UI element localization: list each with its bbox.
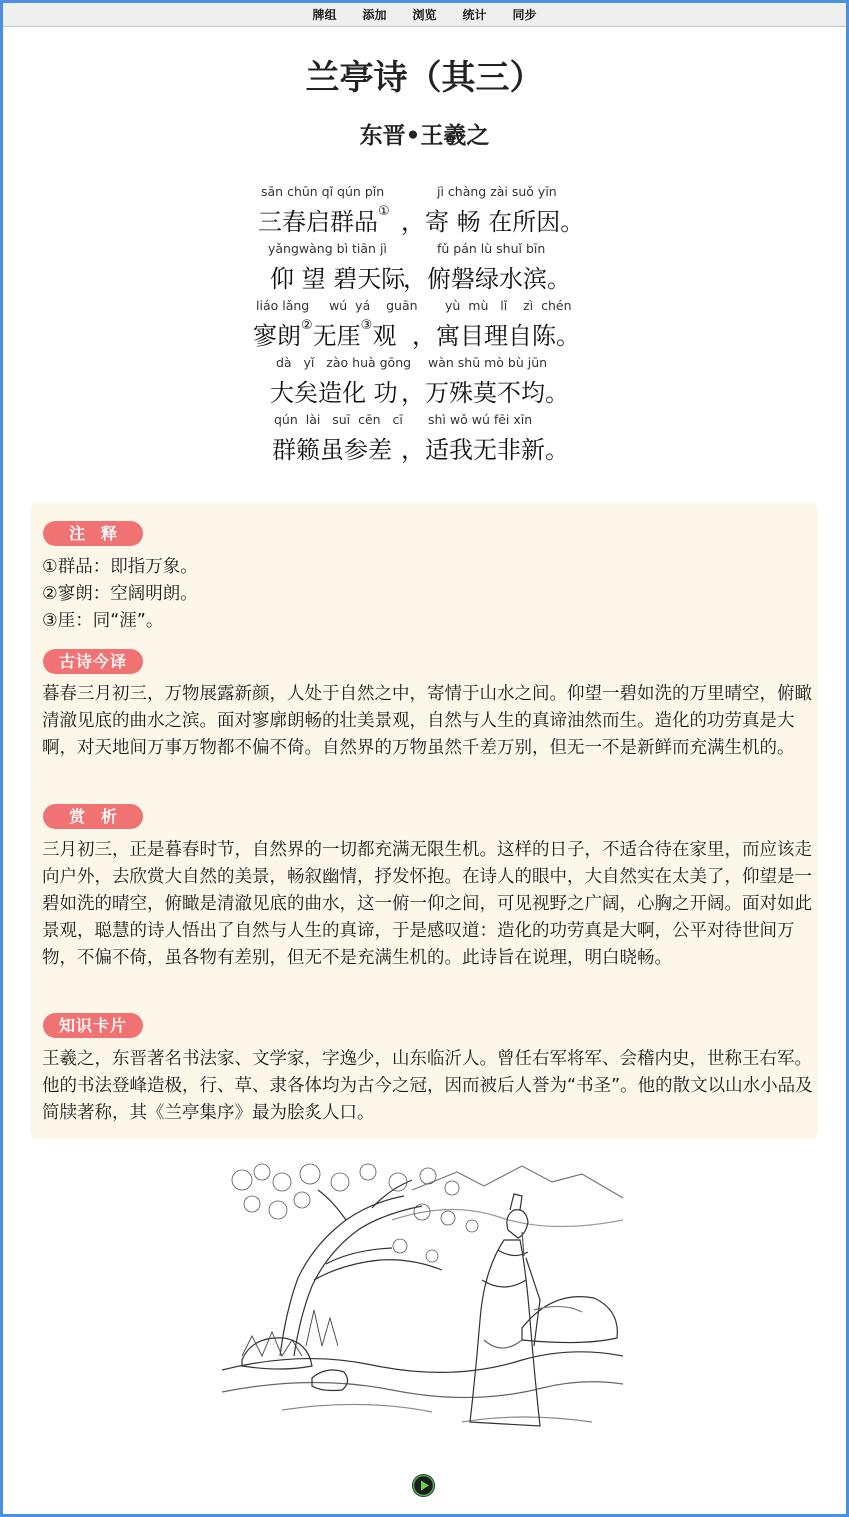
poem-body	[0, 184, 849, 469]
pinyin-left: yǎngwàng bì tiān jì	[268, 241, 387, 256]
note-item: ①群品：即指万象。	[42, 557, 198, 577]
verse-right: ，俯磐绿水滨。	[403, 265, 571, 293]
poet-illustration	[222, 1160, 623, 1443]
poem-line	[0, 298, 849, 355]
footnote-marker: ②	[301, 318, 313, 333]
translation-text: 暮春三月初三，万物展露新颜，人处于自然之中，寄情于山水之间。仰望一碧如洗的万里晴空，俯瞰清澈见底的曲水之滨。面对寥廓朗畅的壮美景观，自然与人生的真谛油然而生。造化的功劳真是大啊，对天地间万事万物都不偏不倚。自然界的万物虽然千差万别，但无一不是新鲜而充满生机的。	[42, 684, 812, 758]
play-button[interactable]	[412, 1474, 435, 1497]
nav-browse[interactable]: 浏览	[412, 8, 437, 22]
top-nav	[3, 3, 846, 27]
verse-left: 群籁虽参差	[272, 436, 392, 464]
pinyin-right: jì chàng zài suǒ yīn	[437, 184, 557, 199]
pinyin-left: qún lài suī cēn cī	[274, 412, 403, 427]
play-icon	[412, 1474, 435, 1497]
verse-right: ，寄 畅 在所因。	[401, 208, 585, 236]
translation-badge: 古诗今译	[43, 649, 143, 674]
pinyin-right: yù mù lǐ zì chén	[445, 298, 572, 313]
pinyin-left: dà yǐ zào huà gōng	[276, 355, 412, 370]
verse-left: 寥朗②无厓③观	[253, 318, 397, 350]
appreciation-text: 三月初三，正是暮春时节，自然界的一切都充满无限生机。这样的日子，不适合待在家里，而应该走向户外，去欣赏大自然的美景，畅叙幽情，抒发怀抱。在诗人的眼中，大自然实在太美了，仰望是一碧如洗的晴空，俯瞰是清澈见底的曲水，这一俯一仰之间，可见视野之广阔，心胸之开阔。面对如此景观，聪慧的诗人悟出了自然与人生的真谛，于是感叹道：造化的功劳真是大啊，公平对待世间万物，不偏不倚，虽各物有差别，但无不是充满生机的。此诗旨在说理，明白晓畅。	[42, 840, 812, 968]
poem-line	[0, 184, 849, 241]
verse-right: ，寓目理自陈。	[412, 322, 580, 350]
note-item: ②寥朗：空阔明朗。	[42, 584, 198, 604]
verse-right: ，适我无非新。	[401, 436, 569, 464]
pinyin-right: shì wǒ wú fēi xīn	[428, 412, 533, 427]
note-item: ③厓：同“涯”。	[42, 611, 164, 631]
notes-badge: 注释	[43, 521, 143, 546]
footnote-marker: ①	[378, 204, 390, 219]
poem-line	[0, 412, 849, 469]
nav-decks[interactable]: 牌组	[312, 8, 337, 22]
verse-right: ，万殊莫不均。	[401, 379, 569, 407]
pinyin-left: liáo lǎng wú yá guān	[256, 298, 418, 313]
pinyin-right: wàn shū mò bù jūn	[428, 355, 548, 370]
appreciation-badge: 赏析	[43, 804, 143, 829]
poem-line	[0, 355, 849, 412]
poem-line	[0, 241, 849, 298]
knowledge-text: 王羲之，东晋著名书法家、文学家，字逸少，山东临沂人。曾任右军将军、会稽内史，世称王右军。他的书法登峰造极，行、草、隶各体均为古今之冠，因而被后人誉为“书圣”。他的散文以山水小品及简牍著称，其《兰亭集序》最为脍炙人口。	[42, 1049, 813, 1123]
poem-author: 东晋•王羲之	[359, 123, 490, 149]
commentary-panel	[30, 502, 818, 1139]
poem-title: 兰亭诗（其三）	[305, 58, 544, 98]
nav-add[interactable]: 添加	[362, 8, 387, 22]
nav-sync[interactable]: 同步	[512, 8, 537, 22]
verse-left: 仰 望 碧天际	[270, 265, 406, 293]
pinyin-right: fǔ pán lù shuǐ bīn	[437, 241, 546, 256]
verse-left: 大矣造化 功	[270, 379, 398, 407]
footnote-marker: ③	[360, 318, 373, 333]
knowledge-badge: 知识卡片	[43, 1013, 143, 1038]
verse-left: 三春启群品①	[258, 204, 390, 236]
notes-list	[42, 554, 814, 635]
pinyin-left: sān chūn qǐ qún pǐn	[261, 184, 385, 199]
nav-stats[interactable]: 统计	[462, 8, 487, 22]
